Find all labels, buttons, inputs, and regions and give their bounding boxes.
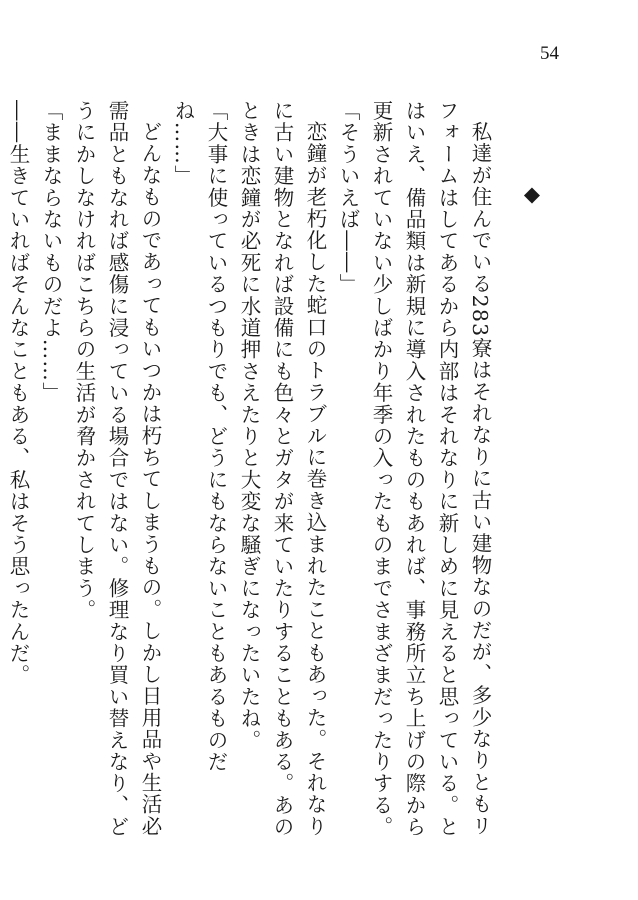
paragraph: 恋鐘が老朽化した蛇口のトラブルに巻き込まれたこともあった。それなりに古い建物となれば設備にも色々とガタが来ていたりすることもある。あのときは恋鐘が必死に水道押さえたりと大変な騒ぎになったいたね。 [237,100,327,838]
dialogue-line: 「大事に使っているつもりでも、どうにもならないこともあるものだね……」 [171,100,228,773]
vertical-text-body [6,100,496,840]
diamond-ornament-icon: ◆ [523,182,541,206]
paragraph: どんなものであってもいつかは朽ちてしまうもの。しかし日用品や生活必需品ともなれば感傷に浸っている場合ではない。修理なり買い替えなり、どうにかしなければこちらの生活が脅かされてしまう。 [72,100,162,838]
dialogue-line: 「ままならないものだよ……」 [39,100,63,404]
dialogue-line: 「そういえば――」 [336,100,360,296]
paragraph: ――生きていればそんなこともある、私はそう思ったんだ。 [6,100,30,686]
page-number: 54 [540,43,559,64]
paragraph: 私達が住んでいる283寮はそれなりに古い建物なのだが、多少なりともリフォームはしてあるから内部はそれなりに新しめに見えると思っている。とはいえ、備品類は新規に導入されたものもあれば、事務所立ち上げの際から更新されていない少しばかり年季の入ったものまでさまざまだったりする。 [369,100,492,838]
